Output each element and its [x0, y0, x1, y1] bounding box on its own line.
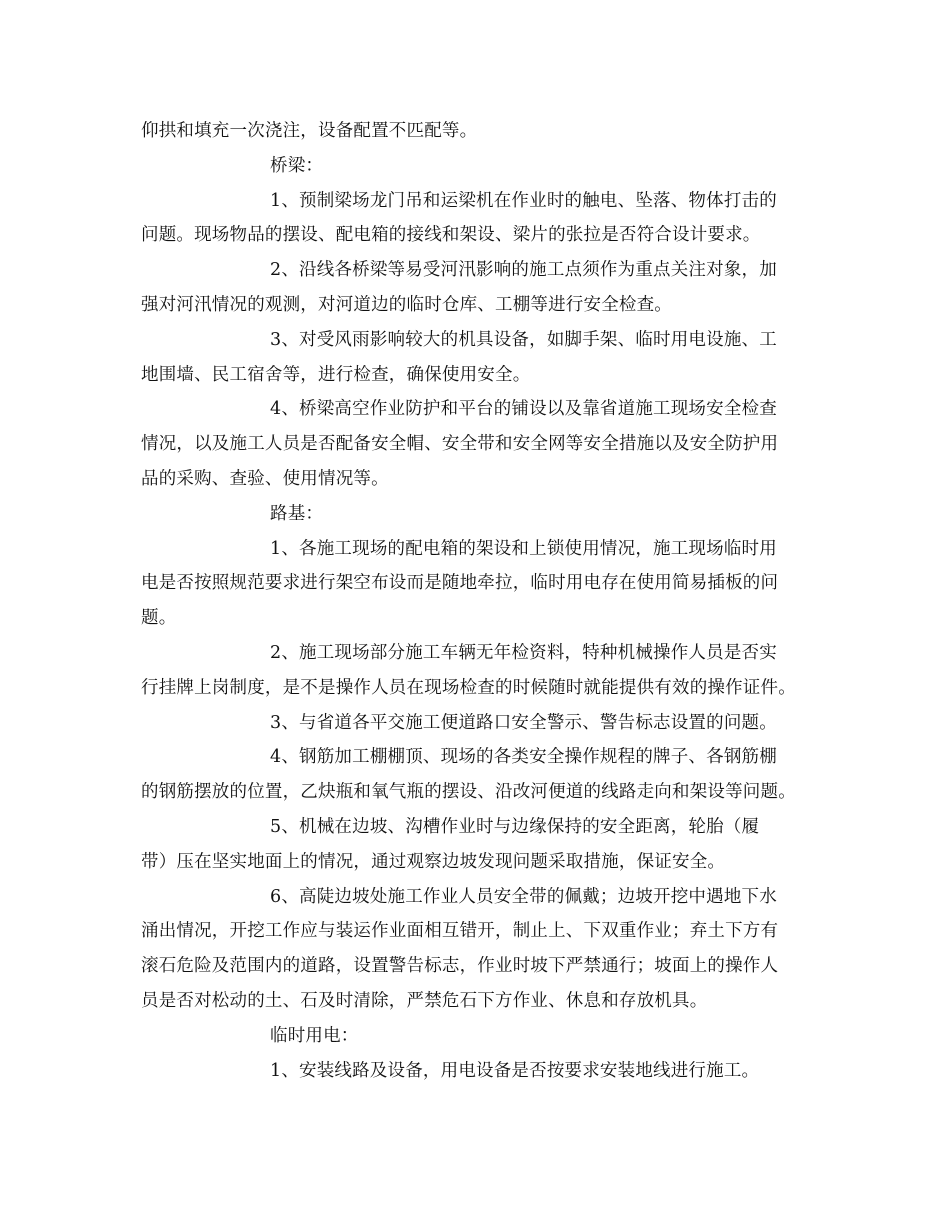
paragraph-line: 强对河汛情况的观测，对河道边的临时仓库、工棚等进行安全检查。: [141, 294, 672, 315]
paragraph-line: 5、机械在边坡、沟槽作业时与边缘保持的安全距离，轮胎（履: [270, 816, 760, 837]
paragraph-line: 问题。现场物品的摆设、配电箱的接线和架设、梁片的张拉是否符合设计要求。: [141, 225, 761, 246]
paragraph-line: 4、桥梁高空作业防护和平台的铺设以及靠省道施工现场安全检查: [270, 399, 777, 420]
paragraph-line: 带）压在坚实地面上的情况，通过观察边坡发现问题采取措施，保证安全。: [141, 851, 726, 872]
paragraph-line: 情况，以及施工人员是否配备安全帽、安全带和安全网等安全措施以及安全防护用: [141, 434, 779, 455]
paragraph-line: 涌出情况，开挖工作应与装运作业面相互错开，制止上、下双重作业；弃土下方有: [141, 921, 779, 942]
paragraph-line: 的钢筋摆放的位置，乙炔瓶和氧气瓶的摆设、沿改河便道的线路走向和架设等问题。: [141, 782, 796, 803]
paragraph-line: 题。: [141, 608, 177, 629]
section-heading-bridge: 桥梁：: [270, 155, 324, 176]
paragraph-line: 1、各施工现场的配电箱的架设和上锁使用情况，施工现场临时用: [270, 538, 777, 559]
paragraph-line: 2、沿线各桥梁等易受河汛影响的施工点须作为重点关注对象，加: [270, 260, 777, 281]
section-heading-temporary-power: 临时用电：: [270, 1025, 359, 1046]
paragraph-line: 6、高陡边坡处施工作业人员安全带的佩戴；边坡开挖中遇地下水: [270, 886, 777, 907]
paragraph-line: 4、钢筋加工棚棚顶、现场的各类安全操作规程的牌子、各钢筋棚: [270, 747, 777, 768]
paragraph-line: 员是否对松动的土、石及时清除，严禁危石下方作业、休息和存放机具。: [141, 990, 708, 1011]
document-page: [141, 114, 811, 1088]
paragraph-line: 品的采购、查验、使用情况等。: [141, 468, 389, 489]
paragraph-line: 地围墙、民工宿舍等，进行检查，确保使用安全。: [141, 364, 531, 385]
paragraph-line: 电是否按照规范要求进行架空布设而是随地牵拉，临时用电存在使用简易插板的问: [141, 573, 779, 594]
paragraph-line: 3、对受风雨影响较大的机具设备，如脚手架、临时用电设施、工: [270, 329, 777, 350]
paragraph-line: 3、与省道各平交施工便道路口安全警示、警告标志设置的问题。: [270, 712, 777, 733]
paragraph-line: 1、安装线路及设备，用电设备是否按要求安装地线进行施工。: [270, 1060, 760, 1081]
paragraph-line: 2、施工现场部分施工车辆无年检资料，特种机械操作人员是否实: [270, 642, 777, 663]
paragraph-line: 滚石危险及范围内的道路，设置警告标志，作业时坡下严禁通行；坡面上的操作人: [141, 956, 779, 977]
section-heading-roadbed: 路基：: [270, 503, 324, 524]
paragraph-line: 1、预制梁场龙门吊和运梁机在作业时的触电、坠落、物体打击的: [270, 190, 777, 211]
paragraph-line: 行挂牌上岗制度，是不是操作人员在现场检查的时候随时就能提供有效的操作证件。: [141, 677, 796, 698]
text-line: 仰拱和填充一次浇注，设备配置不匹配等。: [141, 121, 478, 141]
